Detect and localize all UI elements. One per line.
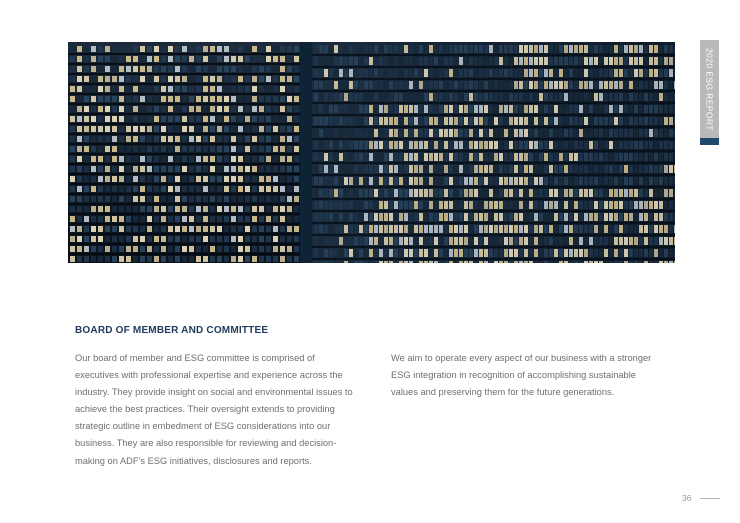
side-tab-accent bbox=[700, 138, 719, 145]
hero-photo bbox=[68, 42, 675, 263]
paragraph-left: Our board of member and ESG committee is comprised of executives with professional expertise and experience across the industry. They provide insight on social and environmental issues to achieve the best practices. Their oversight extends to providing strategic outline in embedment of ESG considerations into our business. They are also responsible for reviewing and decision-making on ADF's ESG initiatives, disclosures and reports. bbox=[75, 353, 353, 466]
buildings-illustration bbox=[68, 42, 675, 263]
page-number: 36 bbox=[682, 493, 692, 503]
page-number-rule bbox=[700, 498, 720, 499]
side-tab-label: 2020 ESG REPORT bbox=[704, 47, 715, 131]
paragraph-right: We aim to operate every aspect of our business with a stronger ESG integration in recognition of accomplishing sustainable values and preserving them for the future generations. bbox=[391, 353, 652, 398]
building-gap bbox=[300, 42, 312, 263]
section-heading: BOARD OF MEMBER AND COMMITTEE bbox=[75, 325, 269, 336]
side-tab bbox=[700, 40, 719, 138]
left-building bbox=[68, 42, 306, 263]
right-building bbox=[312, 42, 675, 263]
